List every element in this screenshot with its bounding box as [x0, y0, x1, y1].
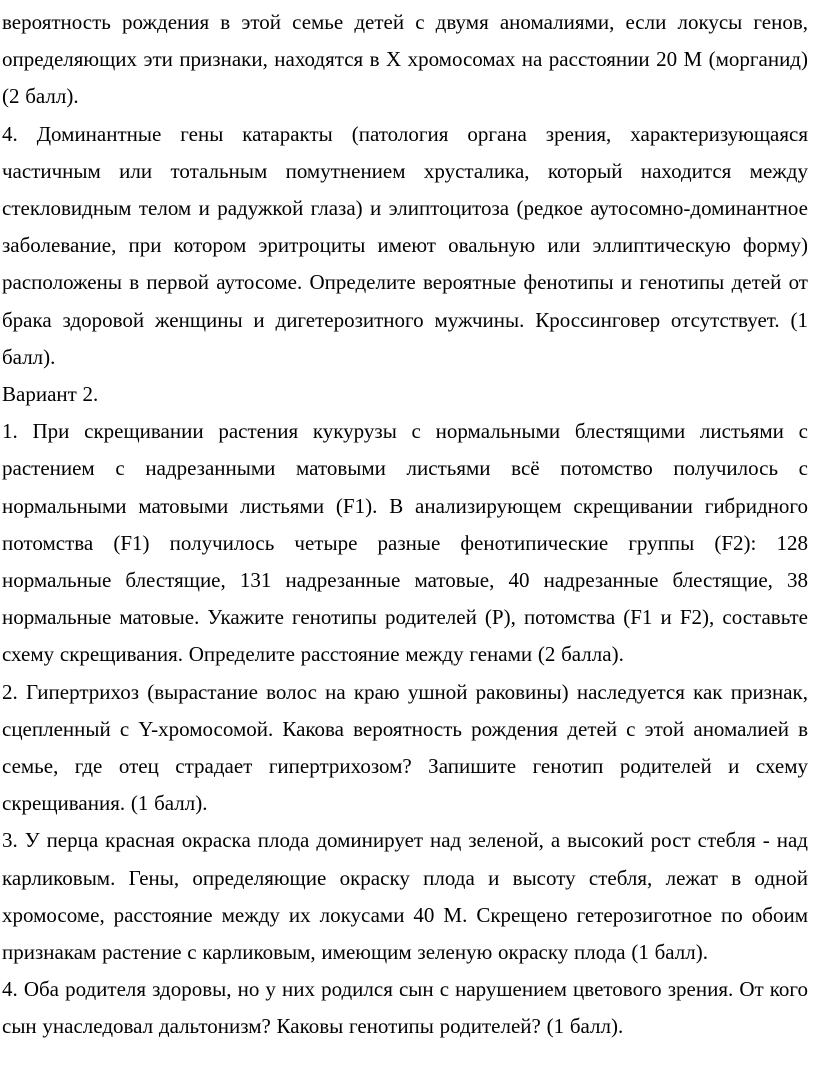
variant-2-heading: Вариант 2. — [2, 382, 99, 407]
paragraph-v2-task4-colorblindness: 4. Оба родителя здоровы, но у них родился сын с нарушением цветового зрения. От кого сын унаследовал дальтонизм? Каковы генотипы родителей? (1 балл). — [2, 977, 808, 1039]
paragraph-v2-task3-pepper: 3. У перца красная окраска плода доминирует над зеленой, а высокий рост стебля - над карликовым. Гены, определяющие окраску плода и высоту стебля, лежат в одной хромосоме, расстояние между их локусами 40 М. Скрещено гетерозиготное по обоим признакам растение с карликовым, имеющим зеленую окраску плода (1 балл). — [2, 828, 808, 965]
paragraph-v2-task2-hypertrichosis: 2. Гипертрихоз (вырастание волос на краю ушной раковины) наследуется как признак, сцепленный с Y-хромосомой. Какова вероятность рождения детей с этой аномалией в семье, где отец страдает гипертрихозом? Запишите генотип родителей и схему скрещивания. (1 балл). — [2, 679, 808, 816]
paragraph-task4-cataract: 4. Доминантные гены катаракты (патология органа зрения, характеризующаяся частичным или тотальным помутнением хрусталика, который находится между стекловидным телом и радужкой глаза) и элиптоцитоза (редкое аутосомно-доминантное заболевание, при котором эритроциты имеют овальную или эллиптическую форму) расположены в первой аутосоме. Определите вероятные фенотипы и генотипы детей от брака здоровой женщины и дигетерозитного мужчины. Кроссинговер отсутствует. (1 балл). — [2, 121, 808, 369]
paragraph-v2-task1-corn: 1. При скрещивании растения кукурузы с нормальными блестящими листьями с растением с надрезанными матовыми листьями всё потомство получилось с нормальными матовыми листьями (F1). В анализирующем скрещивании гибридного потомства (F1) получилось четыре разные фенотипические группы (F2): 128 нормальные блестящие, 131 надрезанные матовые, 40 надрезанные блестящие, 38 нормальные матовые. Укажите генотипы родителей (P), потомства (F1 и F2), составьте схему скрещивания. Определите расстояние между генами (2 балла). — [2, 419, 808, 667]
paragraph-task3-continuation: вероятность рождения в этой семье детей с двумя аномалиями, если локусы генов, определяющих эти признаки, находятся в Х хромосомах на расстоянии 20 М (морганид) (2 балл). — [2, 10, 808, 109]
